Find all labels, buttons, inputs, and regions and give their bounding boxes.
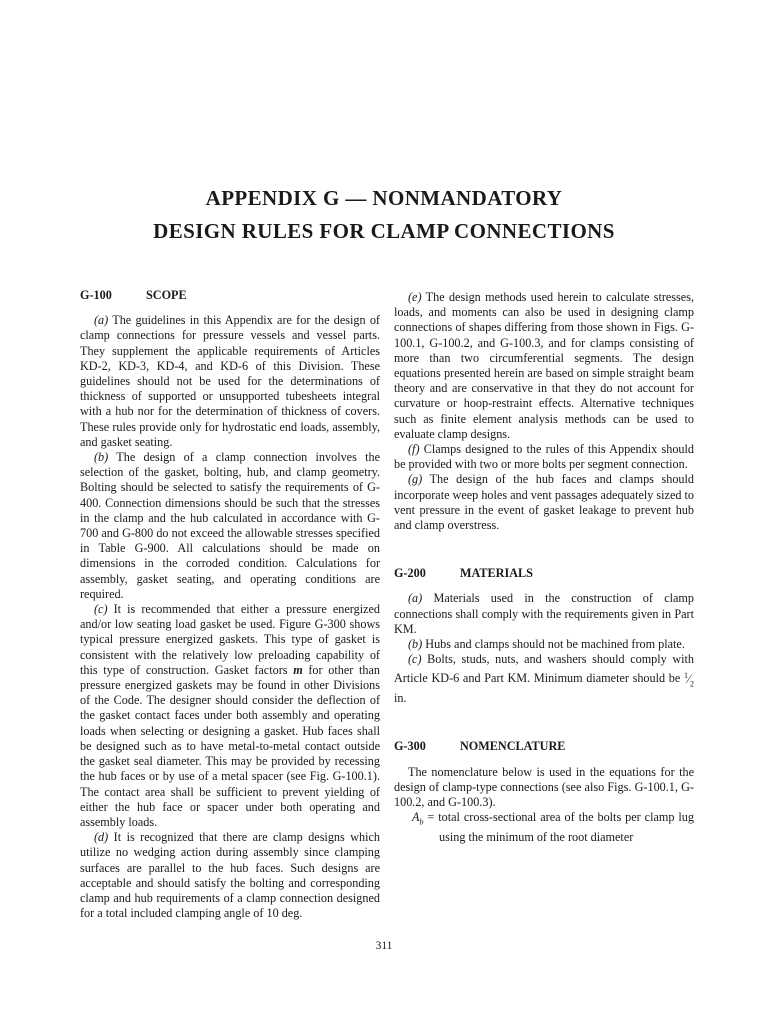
item-label: (c)	[408, 652, 422, 667]
section-number: G-300	[394, 739, 426, 754]
nomenclature-block	[394, 765, 694, 845]
paragraph-text: The design methods used herein to calculate stresses, loads, and moments can also be used in designing clamp connections of shapes differing from those shown in Figs. G-100.1, G-100.2, and G-100.3, and for clamps consisting of more than two circumferential segments. The design equations presented herein are based on simple straight beam theory and are conservative in that they do not account for curvature or hoop-restraint effects. Alternative techniques such as finite element analysis methods can be used to evaluate clamp designs.	[394, 290, 694, 441]
symbol: A	[412, 810, 420, 825]
section-title: NOMENCLATURE	[460, 739, 566, 754]
paragraph-text: The design of a clamp connection involves the selection of the gasket, bolting, hub, and clamp geometry. Bolting should be selected to satisfy the requirements of G-400. Connection dimensions should be such that the stresses in the clamp and the hub calculated in accordance with G-700 and G-800 do not exceed the allowable stresses specified in Table G-900. All calculations should be made on dimensions in the corroded condition. Calculations for assembly, gasket seating, and operating conditions are required.	[80, 450, 380, 601]
symbol-subscript: b	[419, 817, 424, 827]
paragraph-text: Hubs and clamps should not be machined from plate.	[422, 637, 685, 652]
item-label: (g)	[408, 472, 423, 487]
item-label: (e)	[408, 290, 422, 304]
section-title: SCOPE	[146, 288, 187, 302]
right-column	[394, 290, 694, 845]
section-number: G-100	[80, 288, 112, 302]
paragraph-g200-c	[394, 652, 694, 706]
symbol-m: m	[293, 662, 303, 677]
paragraph-text: The guidelines in this Appendix are for the design of clamp connections for pressure vessels and vessel parts. They supplement the applicable requirements of Articles KD-2, KD-3, KD-4, and KD-6 of this Division. These guidelines should not be used for the determinations of thickness of supported or unsupported tubesheets integral with a hub nor for the determination of thickness of covers. These rules provide only for hydrostatic end loads, assembly, and gasket seating.	[80, 313, 380, 449]
item-label: (d)	[94, 830, 109, 845]
title-line-2: DESIGN RULES FOR CLAMP CONNECTIONS	[153, 219, 615, 243]
page-number: 311	[375, 940, 393, 952]
nomenclature-definition	[394, 810, 694, 845]
item-label: (b)	[408, 637, 423, 652]
paragraph-g100-f	[394, 442, 694, 472]
section-g200-heading	[394, 566, 694, 581]
section-number: G-200	[394, 566, 426, 581]
title-line-1: APPENDIX G — NONMANDATORY	[205, 186, 563, 210]
item-label: (a)	[94, 313, 109, 328]
paragraph-g100-c	[80, 602, 380, 830]
paragraph-g100-d	[80, 830, 380, 921]
section-title: MATERIALS	[460, 566, 533, 581]
section-g100-heading	[80, 288, 380, 303]
item-label: (f)	[408, 442, 420, 457]
paragraph-text: for other than pressure energized gaskets may be found in other Divisions of the Code. The designer should consider the deflection of the gasket contact faces under both assembly and operating loads when selecting or designing a gasket. Hub faces shall be designed such as to have metal-to-metal contact outside the gasket seal diameter. This may be provided by recessing the hub faces or by use of a metal spacer (see Fig. G-100.1). The contact area shall be sufficient to prevent yielding of either the hub face or spacer under both operating and assembly loads.	[80, 662, 380, 829]
paragraph-g100-a	[80, 313, 380, 450]
fraction-numerator: 1	[683, 670, 688, 680]
fraction-denominator: 2	[690, 678, 694, 688]
right-flow	[394, 290, 694, 845]
item-label: (a)	[408, 591, 423, 606]
paragraph-g200-a	[394, 591, 694, 637]
left-column	[80, 288, 380, 921]
item-label: (c)	[94, 602, 108, 617]
paragraph-text: The design of the hub faces and clamps should incorporate weep holes and vent passages adequately sized to vent pressure in the event of gasket leakage to prevent hub and clamp overstress.	[394, 472, 694, 533]
paragraph-g100-e	[394, 290, 694, 442]
paragraph-text: It is recommended that either a pressure energized and/or low seating load gasket be used. Figure G-300 shows typical pressure energized gaskets. This type of gasket is consistent with the relatively low preloading capability of this type of construction. Gasket factors	[80, 602, 380, 677]
nomenclature-intro: The nomenclature below is used in the equations for the design of clamp-type connections (see also Figs. G-100.1, G-100.2, and G-100.3).	[394, 764, 694, 809]
paragraph-text: Clamps designed to the rules of this Appendix should be provided with two or more bolts per segment connection.	[394, 442, 694, 472]
unit-text: in.	[394, 691, 407, 706]
paragraph-text: Materials used in the construction of clamp connections shall comply with the requirements given in Part KM.	[394, 591, 694, 636]
paragraph-text: It is recognized that there are clamp designs which utilize no wedging action during assembly since clamping surfaces are parallel to the hub faces. Such designs are acceptable and should satisfy the bolting and corresponding clamp and hub requirements of a clamp connection designed for a total included clamping angle of 10 deg.	[80, 830, 380, 921]
paragraph-text: Bolts, studs, nuts, and washers should comply with Article KD-6 and Part KM. Minimum diameter should be	[394, 652, 694, 686]
section-g300-heading	[394, 739, 694, 754]
fraction-half: $^1⁄_2$	[683, 670, 694, 688]
paragraph-g200-b	[394, 637, 694, 652]
item-label: (b)	[94, 450, 109, 465]
definition-text: = total cross-sectional area of the bolts per clamp lug using the minimum of the root diameter	[423, 810, 694, 844]
paragraph-g100-b	[80, 450, 380, 602]
paragraph-g100-g	[394, 472, 694, 533]
